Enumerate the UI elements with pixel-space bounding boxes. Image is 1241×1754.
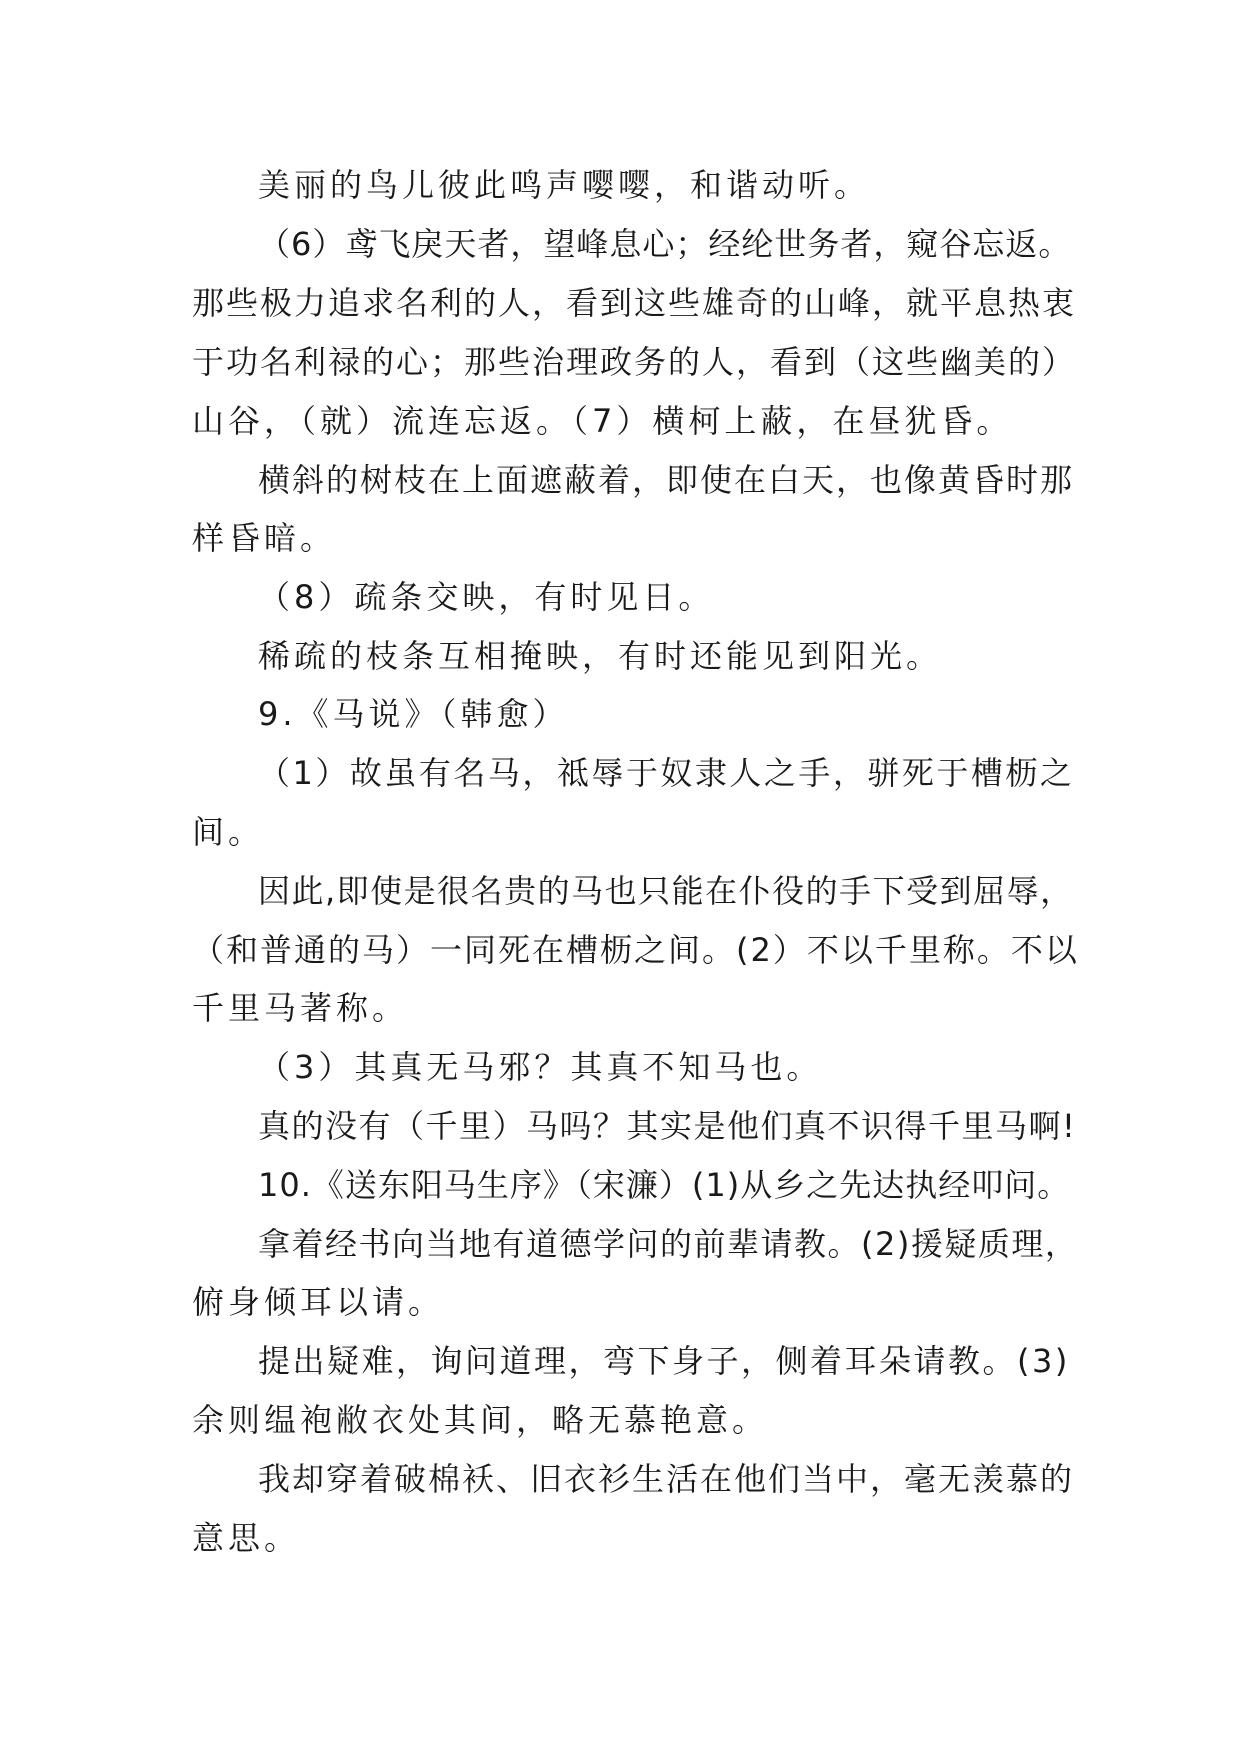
text-line: （8）疏条交映，有时见日。 xyxy=(258,578,715,616)
text-line: 俯身倾耳以请。 xyxy=(192,1283,445,1321)
text-line: 间。 xyxy=(192,813,265,851)
text-line: （6）鸢飞戾天者，望峰息心；经纶世务者，窥谷忘返。 xyxy=(258,225,1072,263)
text-line: 样昏暗。 xyxy=(192,519,337,557)
text-line: 因此,即使是很名贵的马也只能在仆役的手下受到屈辱， xyxy=(258,872,1074,910)
text-line: 余则缊袍敝衣处其间，略无慕艳意。 xyxy=(192,1401,769,1439)
text-line: 真的没有（千里）马吗？其实是他们真不识得千里马啊! xyxy=(258,1107,1077,1145)
text-line: （1）故虽有名马，祗辱于奴隶人之手，骈死于槽枥之 xyxy=(258,754,1075,792)
text-line: 10.《送东阳马生序》（宋濂）(1)从乡之先达执经叩问。 xyxy=(258,1166,1071,1204)
text-line: （3）其真无马邪？其真不知马也。 xyxy=(258,1048,823,1086)
text-line: 我却穿着破棉袄、旧衣衫生活在他们当中，毫无羡慕的 xyxy=(258,1460,1075,1498)
text-line: 那些极力追求名利的人，看到这些雄奇的山峰，就平息热衷 xyxy=(192,284,1077,322)
text-line: 横斜的树枝在上面遮蔽着，即使在白天，也像黄昏时那 xyxy=(258,461,1075,499)
text-line: （和普通的马）一同死在槽枥之间。(2）不以千里称。不以 xyxy=(192,931,1079,969)
text-line: 山谷，（就）流连忘返。（7）横柯上蔽，在昼犹昏。 xyxy=(192,402,1013,440)
text-line: 意思。 xyxy=(192,1519,301,1557)
text-line: 9.《马说》（韩愈） xyxy=(258,695,569,733)
text-line: 美丽的鸟儿彼此鸣声嘤嘤，和谐动听。 xyxy=(258,166,871,204)
text-line: 于功名利禄的心；那些治理政务的人，看到（这些幽美的） xyxy=(192,343,1077,381)
text-line: 提出疑难，询问道理，弯下身子，侧着耳朵请教。(3) xyxy=(258,1342,1070,1380)
text-line: 稀疏的枝条互相掩映，有时还能见到阳光。 xyxy=(258,637,943,675)
text-line: 拿着经书向当地有道德学问的前辈请教。(2)援疑质理， xyxy=(258,1225,1079,1263)
text-line: 千里马著称。 xyxy=(192,989,409,1027)
